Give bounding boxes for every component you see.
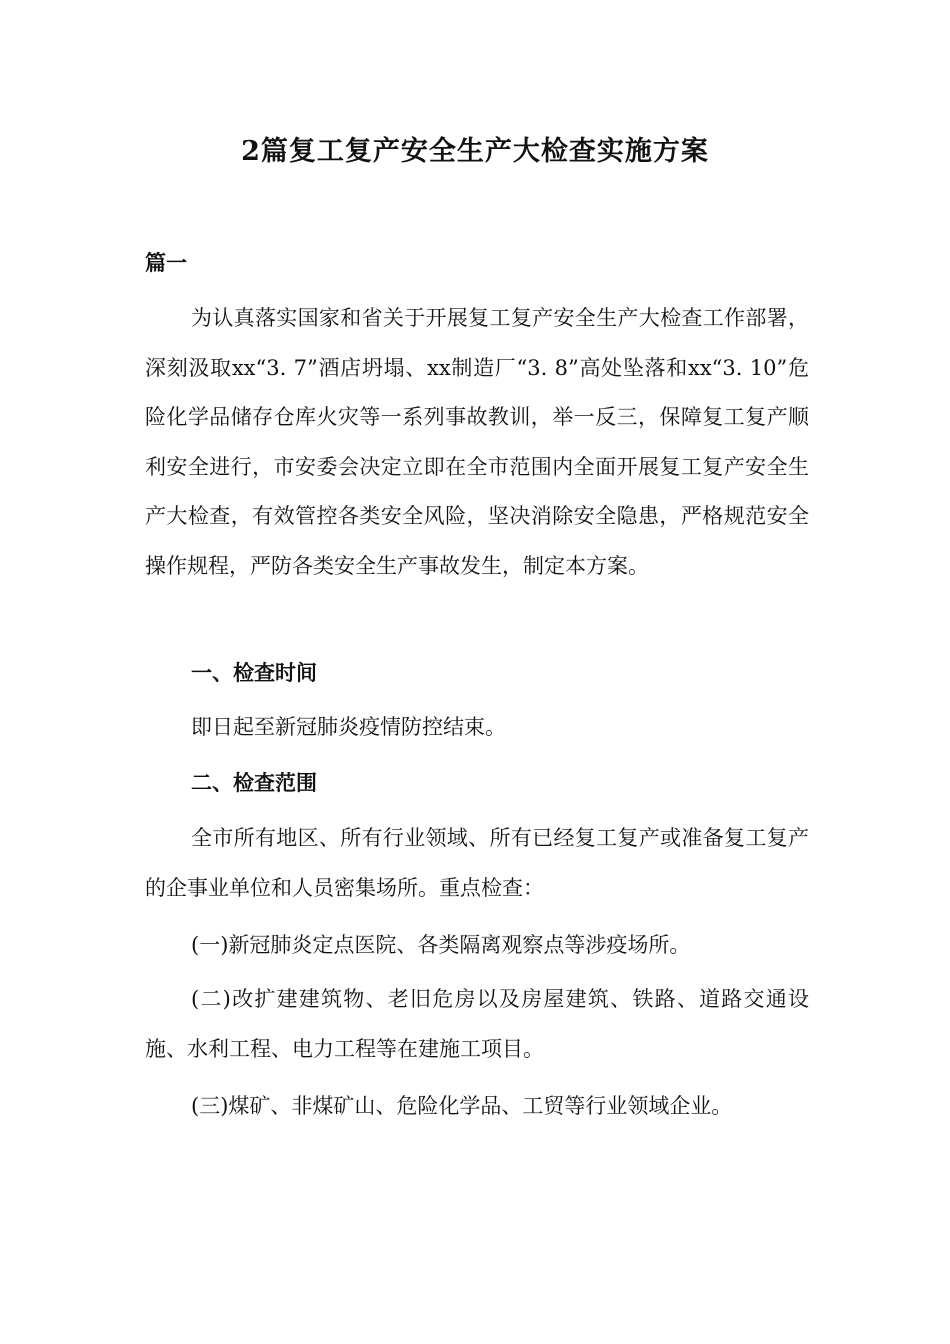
heading-check-time: 一、检查时间 xyxy=(191,661,317,685)
section-label: 篇一 xyxy=(145,251,187,275)
list-item-2: (二)改扩建建筑物、老旧危房以及房屋建筑、铁路、道路交通设施、水利工程、电力工程等在建施工项目。 xyxy=(145,987,809,1061)
list-item-1: (一)新冠肺炎定点医院、各类隔离观察点等涉疫场所。 xyxy=(191,933,691,957)
heading-check-scope: 二、检查范围 xyxy=(191,771,317,795)
paragraph-check-scope: 全市所有地区、所有行业领域、所有已经复工复产或准备复工复产的企事业单位和人员密集场所。重点检查： xyxy=(145,826,809,900)
list-item-3: (三)煤矿、非煤矿山、危险化学品、工贸等行业领域企业。 xyxy=(191,1094,733,1118)
document-title: 2篇复工复产安全生产大检查实施方案 xyxy=(241,136,709,167)
intro-paragraph: 为认真落实国家和省关于开展复工复产安全生产大检查工作部署，深刻汲取xx“3. 7”酒店坍塌、xx制造厂“3. 8”高处坠落和xx“3. 10”危险化学品储存仓库火灾等一系列事故教训，举一反三，保障复工复产顺利安全进行，市安委会决定立即在全市范围内全面开展复工复产安全生产大检查，有效管控各类安全风险，坚决消除安全隐患，严格规范安全操作规程，严防各类安全生产事故发生，制定本方案。 xyxy=(145,306,809,578)
paragraph-check-time: 即日起至新冠肺炎疫情防控结束。 xyxy=(191,715,506,739)
